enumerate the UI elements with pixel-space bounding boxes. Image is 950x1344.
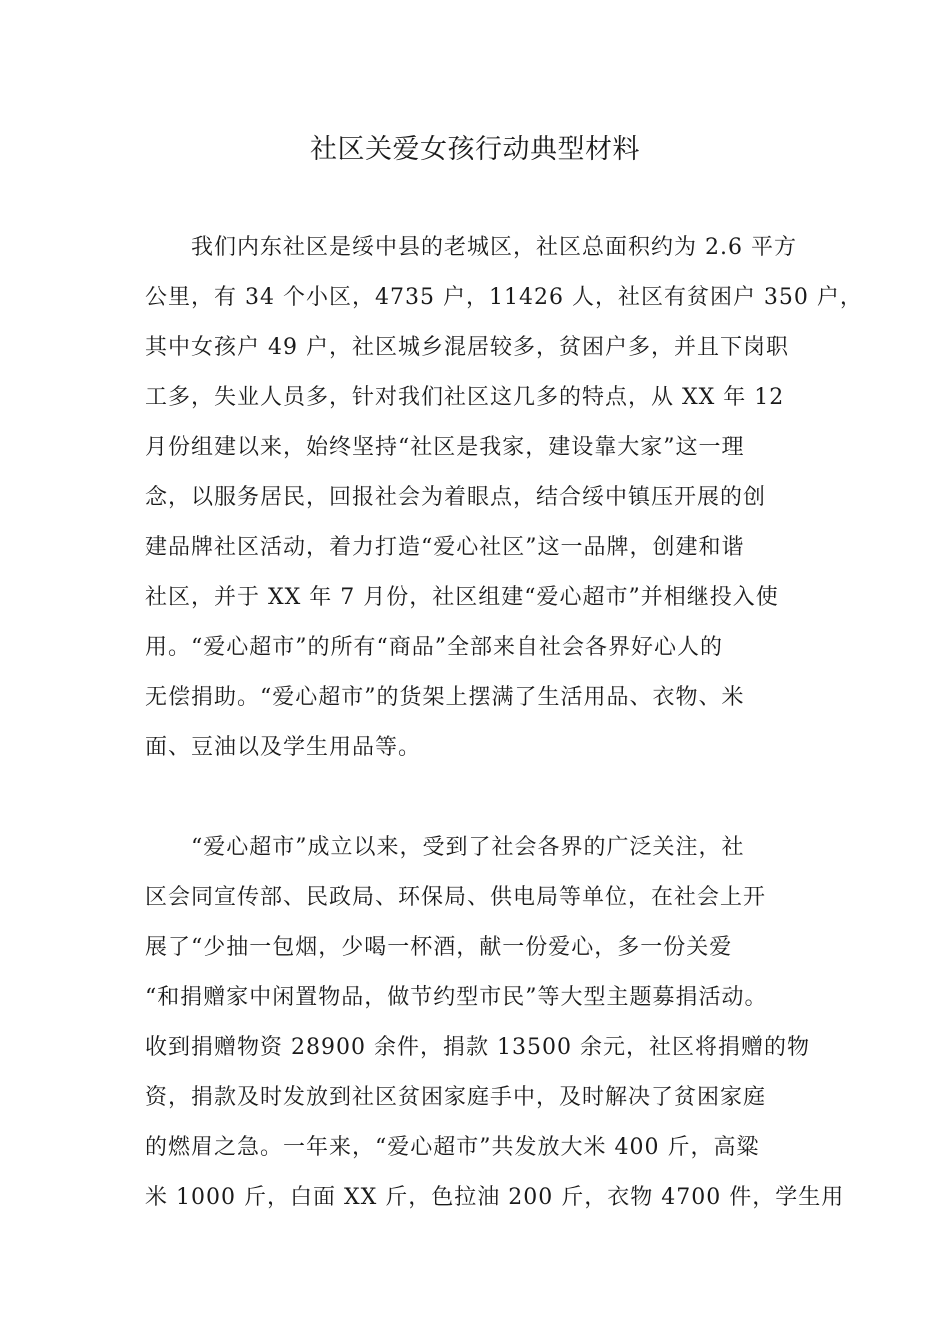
paragraph bbox=[145, 823, 845, 1223]
text-line: 无偿捐助。“爱心超市”的货架上摆满了生活用品、衣物、米 bbox=[145, 685, 745, 710]
text-line: 建品牌社区活动，着力打造“爱心社区”这一品牌，创建和谐 bbox=[145, 535, 745, 560]
text-line: 资，捐款及时发放到社区贫困家庭手中，及时解决了贫困家庭 bbox=[145, 1085, 767, 1110]
text-line: 月份组建以来，始终坚持“社区是我家，建设靠大家”这一理 bbox=[145, 435, 745, 460]
paragraph bbox=[145, 223, 863, 773]
text-line: 用。“爱心超市”的所有“商品”全部来自社会各界好心人的 bbox=[145, 635, 723, 660]
text-line: 公里，有 34 个小区，4735 户，11426 人，社区有贫困户 350 户， bbox=[145, 285, 863, 310]
text-line: 米 1000 斤，白面 XX 斤，色拉油 200 斤，衣物 4700 件，学生用 bbox=[145, 1185, 845, 1210]
text-line: “爱心超市”成立以来，受到了社会各界的广泛关注，社 bbox=[191, 835, 745, 860]
text-line: 其中女孩户 49 户，社区城乡混居较多，贫困户多，并且下岗职 bbox=[145, 335, 789, 360]
text-line: 念，以服务居民，回报社会为着眼点，结合绥中镇压开展的创 bbox=[145, 485, 767, 510]
text-line: 工多，失业人员多，针对我们社区这几多的特点，从 XX 年 12 bbox=[145, 385, 785, 410]
document-title: 社区关爱女孩行动典型材料 bbox=[310, 134, 640, 165]
text-line: 区会同宣传部、民政局、环保局、供电局等单位，在社会上开 bbox=[145, 885, 767, 910]
text-line: 收到捐赠物资 28900 余件，捐款 13500 余元，社区将捐赠的物 bbox=[145, 1035, 810, 1060]
text-line: 社区，并于 XX 年 7 月份，社区组建“爱心超市”并相继投入使 bbox=[145, 585, 779, 610]
text-line: 面、豆油以及学生用品等。 bbox=[145, 735, 422, 760]
text-line: 我们内东社区是绥中县的老城区，社区总面积约为 2.6 平方 bbox=[191, 235, 797, 260]
text-line: 的燃眉之急。一年来，“爱心超市”共发放大米 400 斤，高粱 bbox=[145, 1135, 760, 1160]
text-line: 展了“少抽一包烟，少喝一杯酒，献一份爱心，多一份关爱 bbox=[145, 935, 733, 960]
text-line: “和捐赠家中闲置物品，做节约型市民”等大型主题募捐活动。 bbox=[145, 985, 768, 1010]
